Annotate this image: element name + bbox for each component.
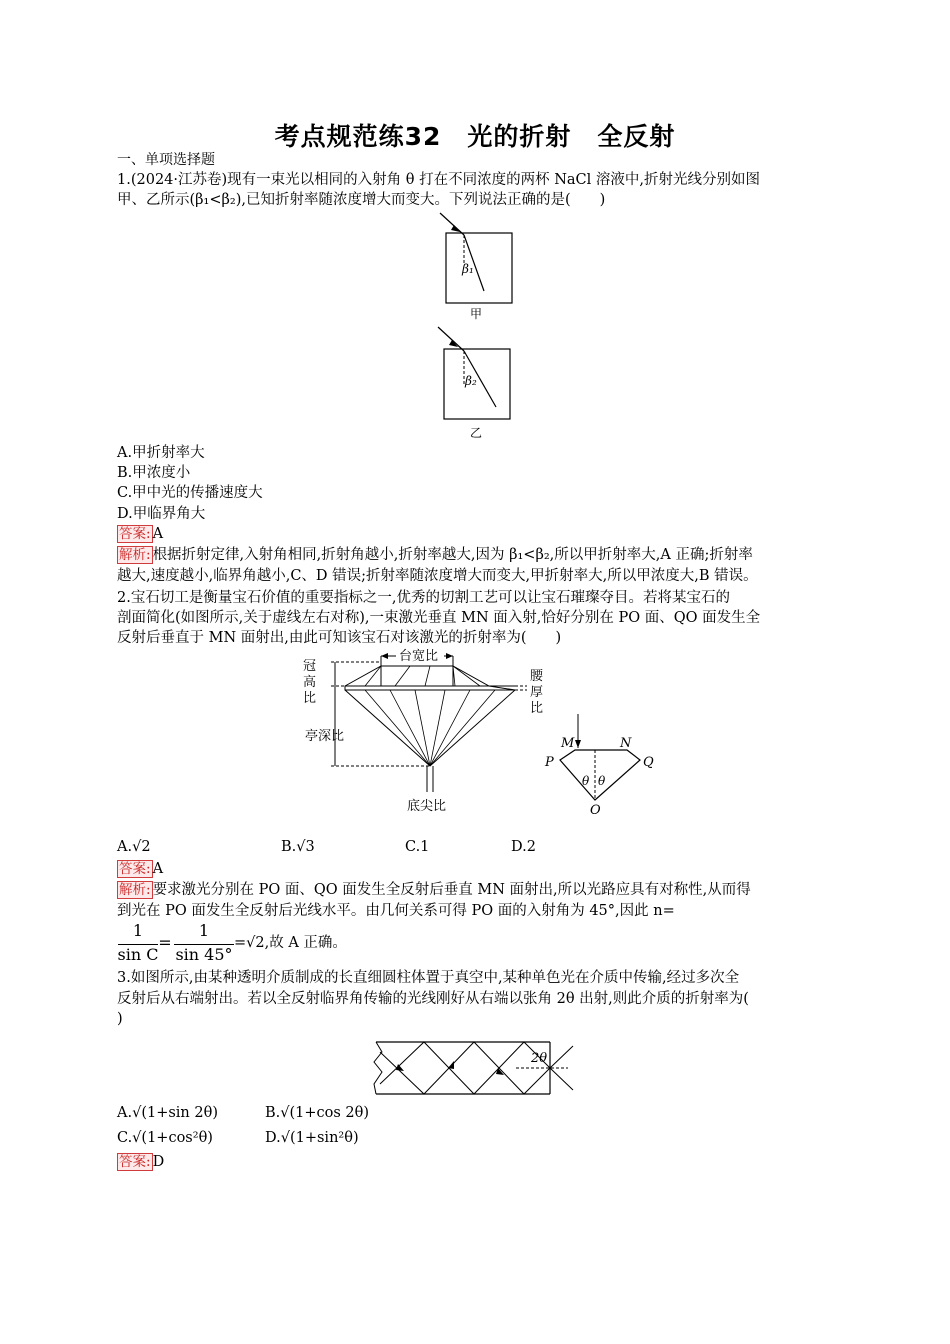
cylinder-diagram: [374, 1042, 573, 1094]
analysis-text: 要求激光分别在 PO 面、QO 面发生全反射后垂直 MN 面射出,所以光路应具有对称性,从而得: [152, 882, 751, 898]
q1-answer: [117, 524, 163, 544]
q2-option-a: A.√2: [117, 839, 151, 855]
q1-option-b: B.甲浓度小: [117, 465, 191, 481]
crown-label-2: 高: [303, 675, 317, 690]
fraction-2-numerator: 1: [198, 921, 210, 940]
q1-option-a: A.甲折射率大: [117, 445, 205, 461]
q2-answer: [117, 859, 163, 879]
q2-stem-line2: 剖面简化(如图所示,关于虚线左右对称),一束激光垂直 MN 面入射,恰好分别在 PO 面、QO 面发生全: [117, 610, 761, 626]
point-m-label: M: [561, 736, 575, 751]
q2-stem-line3: 反射后垂直于 MN 面射出,由此可知该宝石对该激光的折射率为( ): [117, 630, 562, 646]
beaker-b-diagram: [438, 327, 510, 440]
q2-analysis-line2: 到光在 PO 面发生全反射后光线水平。由几何关系可得 PO 面的入射角为 45°,因此 n=: [117, 903, 675, 919]
q2-gem-figure: [295, 642, 675, 822]
girdle-label-2: 厚: [530, 685, 544, 700]
q1-option-d: D.甲临界角大: [117, 506, 206, 522]
q2-analysis-line1: [117, 880, 751, 900]
section-heading: 一、单项选择题: [117, 152, 215, 168]
q1-stem-line1: 1.(2024·江苏卷)现有一束光以相同的入射角 θ 打在不同浓度的两杯 NaCl 溶液中,折射光线分别如图: [117, 172, 760, 188]
q1-stem-line2: 甲、乙所示(β₁<β₂),已知折射率随浓度增大而变大。下列说法正确的是( ): [117, 192, 606, 208]
q2-stem-line1: 2.宝石切工是衡量宝石价值的重要指标之一,优秀的切割工艺可以让宝石璀璨夺目。若将某宝石的: [117, 590, 730, 606]
answer-value: A: [152, 526, 164, 542]
girdle-label-3: 比: [530, 701, 544, 716]
answer-value: D: [152, 1154, 165, 1170]
q3-answer: [117, 1152, 164, 1172]
beaker-a-diagram: [440, 213, 512, 321]
crown-label-3: 比: [303, 691, 317, 706]
q1-analysis-line1: [117, 545, 753, 565]
angle-label: 2θ: [531, 1051, 548, 1066]
q1-refraction-figure: [420, 205, 530, 445]
q3-stem-line2: 反射后从右端射出。若以全反射临界角传输的光线刚好从右端以张角 2θ 出射,则此介质的折射率为(: [117, 991, 749, 1007]
q3-option-d: D.√(1+sin²θ): [265, 1130, 359, 1146]
answer-tag: 答案:: [119, 1154, 151, 1170]
table-ratio-label: 台宽比: [399, 649, 439, 664]
fraction-1-numerator: 1: [132, 921, 144, 940]
q3-stem-line1: 3.如图所示,由某种透明介质制成的长直细圆柱体置于真空中,某种单色光在介质中传输,经过多次全: [117, 970, 740, 986]
crown-label-1: 冠: [303, 659, 317, 674]
point-p-label: P: [545, 755, 554, 770]
answer-value: A: [152, 861, 164, 877]
point-q-label: Q: [643, 755, 654, 770]
analysis-tag: 解析:: [119, 547, 151, 563]
analysis-text: 根据折射定律,入射角相同,折射角越小,折射率越大,因为 β₁<β₂,所以甲折射率大,A 正确;折射率: [152, 547, 753, 563]
q3-option-c: C.√(1+cos²θ): [117, 1130, 213, 1146]
point-o-label: O: [590, 803, 601, 818]
beta1-label: β₁: [462, 262, 474, 276]
q3-stem-line3: ): [117, 1011, 123, 1027]
q1-option-c: C.甲中光的传播速度大: [117, 485, 263, 501]
q2-option-c: C.1: [405, 839, 430, 855]
analysis-tag: 解析:: [119, 882, 151, 898]
figure-label-b: 乙: [470, 426, 483, 440]
equals-sign: =: [158, 933, 172, 952]
answer-tag: 答案:: [119, 861, 151, 877]
page-title: 考点规范练32 光的折射 全反射: [274, 122, 676, 151]
q2-analysis-tail: =√2,故 A 正确。: [234, 935, 347, 951]
theta-left-label: θ: [582, 774, 590, 788]
q2-option-d: D.2: [511, 839, 536, 855]
q2-option-b: B.√3: [281, 839, 315, 855]
q3-fiber-figure: [368, 1028, 583, 1108]
gem-cut-diagram: [303, 648, 544, 814]
fraction-1-denominator: sin C: [117, 945, 159, 964]
girdle-label-1: 腰: [530, 669, 544, 684]
culet-label: 底尖比: [407, 799, 447, 814]
point-n-label: N: [620, 736, 632, 751]
q3-option-a: A.√(1+sin 2θ): [117, 1105, 218, 1121]
q3-option-b: B.√(1+cos 2θ): [265, 1105, 370, 1121]
theta-right-label: θ: [598, 774, 606, 788]
figure-label-a: 甲: [470, 307, 483, 321]
beta2-label: β₂: [465, 374, 477, 388]
fraction-2-denominator: sin 45°: [175, 945, 233, 964]
pavilion-label: 亭深比: [305, 729, 345, 744]
q1-analysis-line2: 越大,速度越小,临界角越小,C、D 错误;折射率随浓度增大而变大,甲折射率大,所以甲浓度大,B 错误。: [117, 568, 758, 584]
gem-cross-section-diagram: [544, 714, 654, 818]
answer-tag: 答案:: [119, 526, 151, 542]
